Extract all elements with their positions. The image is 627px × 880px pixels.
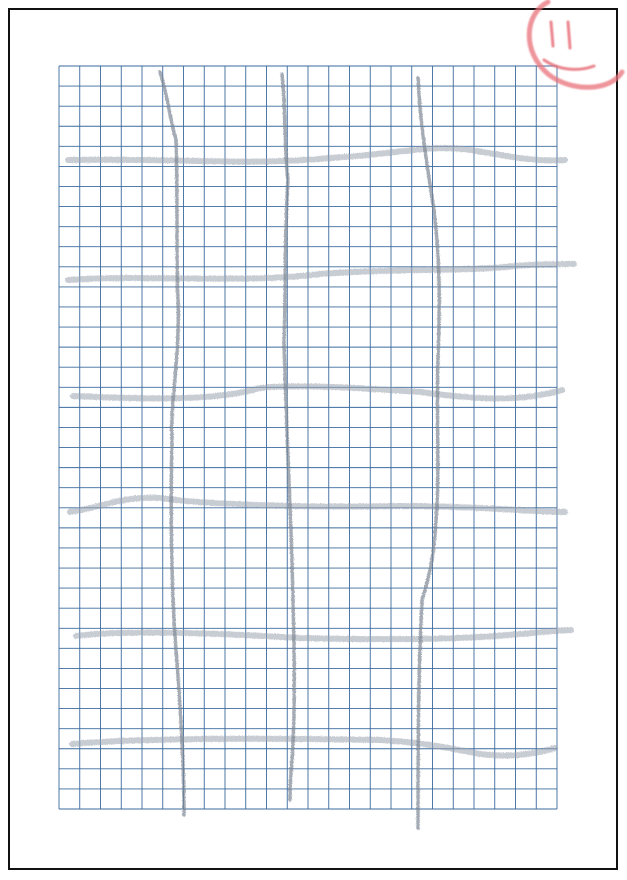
- smiley-mouth: [544, 60, 594, 69]
- hand-drawn-horizontal-line: [72, 739, 555, 756]
- hand-drawn-vertical-line: [418, 78, 439, 828]
- smiley-eye-left: [551, 22, 553, 46]
- hand-drawn-horizontal-line: [68, 148, 565, 162]
- hand-drawn-horizontal-line: [70, 498, 565, 512]
- hand-drawn-horizontal-line: [76, 630, 571, 639]
- hand-drawn-vertical-line: [160, 72, 184, 815]
- grid-lines: [59, 66, 557, 809]
- hand-drawn-horizontal-line: [73, 386, 562, 398]
- smiley-outline: [529, 2, 622, 87]
- hand-drawn-vertical-line: [282, 74, 294, 800]
- smiley-eye-right: [568, 22, 570, 48]
- hand-drawn-lines: [68, 72, 574, 828]
- smiley-face-stamp-icon: [518, 0, 627, 100]
